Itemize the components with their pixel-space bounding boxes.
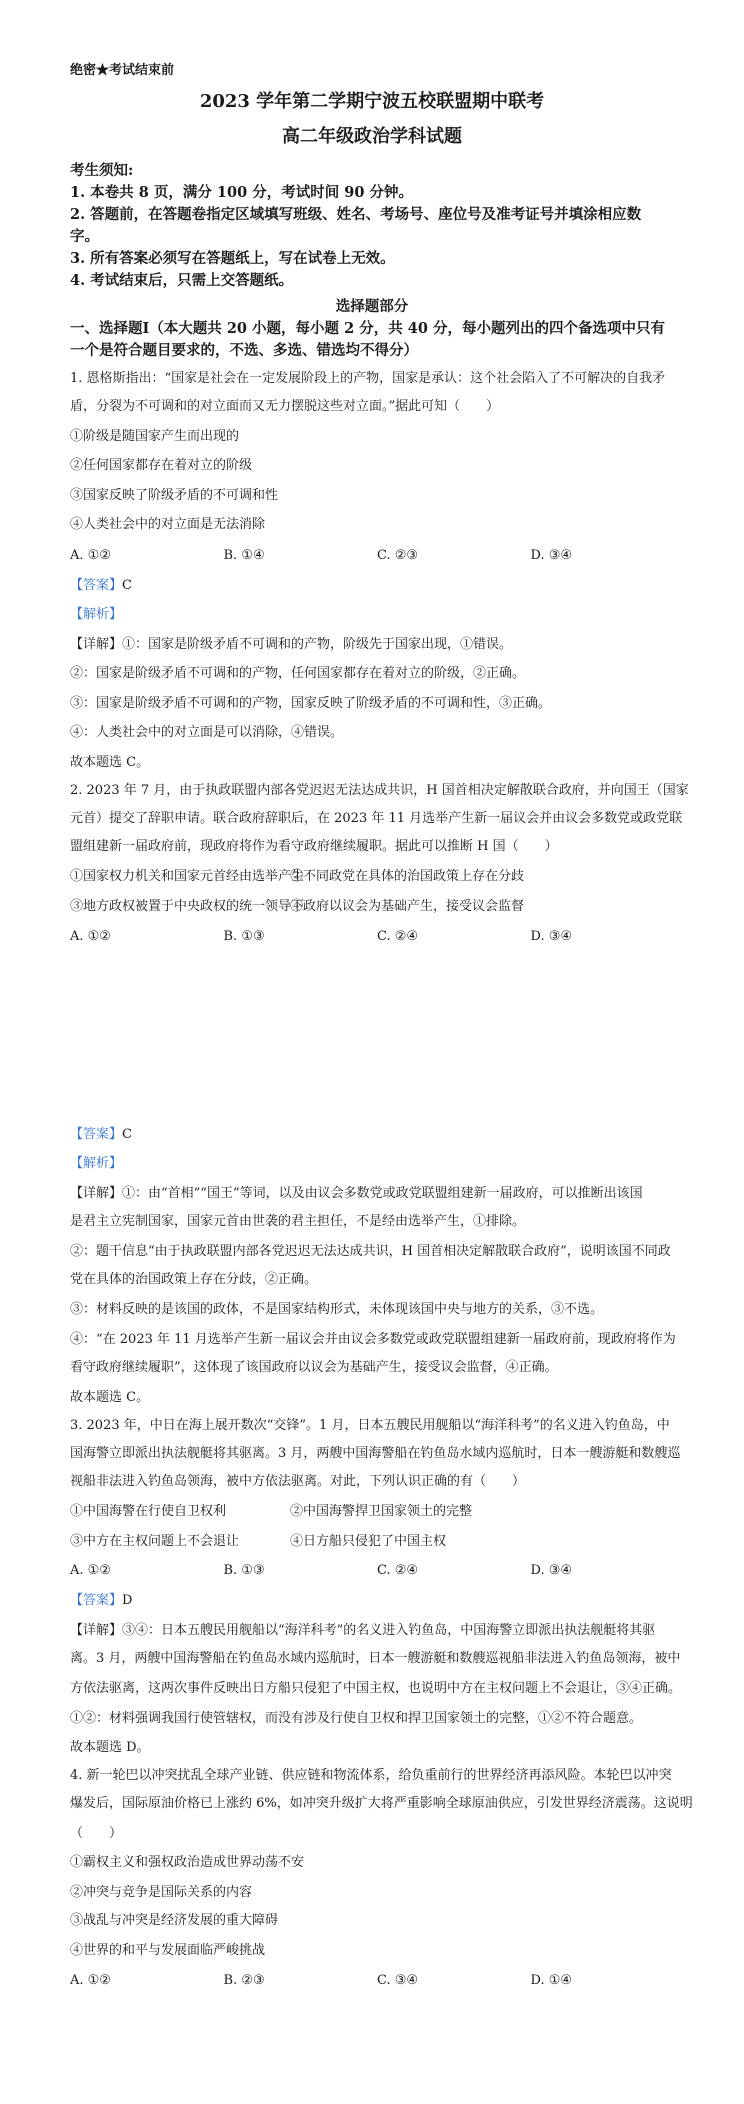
detail-line: 离。3 月，两艘中国海警船在钓鱼岛水域内巡航时，日本一艘游艇和数艘巡视船非法进入钓鱼岛领海，被中	[70, 1651, 681, 1666]
answer-line	[70, 1126, 684, 1144]
notice-item: 2. 答题前，在答题卷指定区域填写班级、姓名、考场号、座位号及准考证号并填涂相应数	[70, 206, 642, 223]
detail-line: 方依法驱离，这两次事件反映出日方船只侵犯了中国主权，也说明中方在主权问题上不会退让，③④正确。	[70, 1681, 682, 1696]
question-stem: 4. 新一轮巴以冲突扰乱全球产业链、供应链和物流体系，给负重前行的世界经济再添风险。本轮巴以冲突	[70, 1768, 672, 1783]
statement-item: ②任何国家都存在着对立的阶级	[70, 458, 253, 473]
detail-line: ②：国家是阶级矛盾不可调和的产物，任何国家都存在着对立的阶级，②正确。	[70, 666, 526, 681]
statement-item: ②冲突与竞争是国际关系的内容	[70, 1885, 253, 1900]
option-a: A. ①②	[70, 548, 111, 563]
detail-line: ④：“在 2023 年 11 月选举产生新一届议会并由议会多数党或政党联盟组建新一届政府前，现政府将作为	[70, 1332, 676, 1347]
exam-subtitle: 高二年级政治学科试题	[282, 126, 462, 147]
answer-line	[70, 1592, 684, 1610]
section-instruction: 一个是符合题目要求的，不选、多选、错选均不得分）	[70, 342, 418, 359]
option-d: D. ③④	[530, 548, 573, 563]
option-a: A. ①②	[70, 1973, 111, 1988]
answer-options	[70, 1972, 684, 1990]
statement-item: ②中国海警捍卫国家领土的完整	[290, 1504, 473, 1519]
detail-line: 故本题选 D。	[70, 1740, 150, 1755]
statement-item: ④政府以议会为基础产生，接受议会监督	[290, 899, 525, 914]
answer-value: C	[122, 578, 132, 593]
option-c: C. ②③	[377, 548, 419, 563]
option-b: B. ①③	[223, 929, 265, 944]
secret-label: 绝密★考试结束前	[70, 63, 175, 78]
statement-item: ①中国海警在行使自卫权利	[70, 1504, 227, 1519]
answer-value: C	[122, 1127, 132, 1142]
notice-item: 字。	[70, 228, 99, 245]
answer-tag: 【答案】	[70, 578, 123, 593]
detail-line: 故本题选 C。	[70, 1390, 150, 1405]
analysis-tag: 【解析】	[70, 1156, 123, 1171]
statement-row	[70, 1503, 684, 1521]
detail-line: ①②：材料强调我国行使管辖权，而没有涉及行使自卫权和捍卫国家领土的完整，①②不符合题意。	[70, 1711, 643, 1726]
detail-line: ④：人类社会中的对立面是可以消除，④错误。	[70, 725, 344, 740]
option-d: D. ①④	[530, 1973, 573, 1988]
option-c: C. ③④	[377, 1973, 419, 1988]
answer-options	[70, 1562, 684, 1580]
option-d: D. ③④	[530, 929, 573, 944]
answer-options	[70, 928, 684, 946]
statement-item: ①国家权力机关和国家元首经由选举产生	[70, 869, 305, 884]
notice-item: 1. 本卷共 8 页，满分 100 分，考试时间 90 分钟。	[70, 184, 414, 201]
option-c: C. ②④	[377, 929, 419, 944]
option-d: D. ③④	[530, 1563, 573, 1578]
statement-item: ④日方船只侵犯了中国主权	[290, 1534, 447, 1549]
detail-line: ②：题干信息“由于执政联盟内部各党迟迟无法达成共识，H 国首相决定解散联合政府”，说明该国不同政	[70, 1244, 671, 1259]
statement-item: ③国家反映了阶级矛盾的不可调和性	[70, 488, 279, 503]
statement-item: ④世界的和平与发展面临严峻挑战	[70, 1943, 266, 1958]
statement-item: ③战乱与冲突是经济发展的重大障碍	[70, 1913, 279, 1928]
detail-line: 故本题选 C。	[70, 755, 150, 770]
option-b: B. ①④	[223, 548, 265, 563]
detail-line: 【详解】①：由“首相”“国王”等词，以及由议会多数党或政党联盟组建新一届政府，可以推断出该国	[70, 1186, 643, 1201]
question-stem: 盟组建新一届政府前，现政府将作为看守政府继续履职。据此可以推断 H 国（ ）	[70, 839, 558, 854]
detail-line: 【详解】①：国家是阶级矛盾不可调和的产物，阶级先于国家出现，①错误。	[70, 637, 513, 652]
detail-line: 党在具体的治国政策上存在分歧，②正确。	[70, 1272, 318, 1287]
question-stem: （ ）	[70, 1826, 123, 1841]
question-stem: 视船非法进入钓鱼岛领海，被中方依法驱离。对此，下列认识正确的有（ ）	[70, 1474, 526, 1489]
answer-tag: 【答案】	[70, 1593, 123, 1608]
statement-item: ③地方政权被置于中央政权的统一领导下	[70, 899, 305, 914]
detail-line: 【详解】③④：日本五艘民用舰船以“海洋科考”的名义进入钓鱼岛，中国海警立即派出执法舰艇将其驱	[70, 1623, 656, 1638]
statement-item: ③中方在主权问题上不会退让	[70, 1534, 240, 1549]
statement-row	[70, 868, 684, 886]
option-b: B. ①③	[223, 1563, 265, 1578]
notice-item: 4. 考试结束后，只需上交答题纸。	[70, 272, 294, 289]
section-title: 选择题部分	[335, 298, 409, 315]
option-a: A. ①②	[70, 1563, 111, 1578]
statement-item: ②不同政党在具体的治国政策上存在分歧	[290, 869, 525, 884]
detail-line: 是君主立宪制国家，国家元首由世袭的君主担任，不是经由选举产生，①排除。	[70, 1214, 526, 1229]
detail-line: 看守政府继续履职”，这体现了该国政府以议会为基础产生，接受议会监督，④正确。	[70, 1360, 558, 1375]
option-a: A. ①②	[70, 929, 111, 944]
detail-line: ③：材料反映的是该国的政体，不是国家结构形式，未体现该国中央与地方的关系，③不选。	[70, 1302, 604, 1317]
statement-item: ①霸权主义和强权政治造成世界动荡不安	[70, 1855, 305, 1870]
notice-item: 3. 所有答案必须写在答题纸上，写在试卷上无效。	[70, 250, 395, 267]
analysis-tag: 【解析】	[70, 607, 123, 622]
question-stem: 国海警立即派出执法舰艇将其驱离。3 月，两艘中国海警船在钓鱼岛水域内巡航时，日本一艘游艇和数艘巡	[70, 1446, 681, 1461]
question-stem: 元首）提交了辞职申请。联合政府辞职后，在 2023 年 11 月选举产生新一届议会并由议会多数党或政党联	[70, 811, 683, 826]
answer-value: D	[122, 1593, 133, 1608]
answer-line	[70, 577, 684, 595]
statement-item: ①阶级是随国家产生而出现的	[70, 429, 240, 444]
option-b: B. ②③	[223, 1973, 265, 1988]
statement-row	[70, 898, 684, 916]
exam-title: 2023 学年第二学期宁波五校联盟期中联考	[199, 91, 545, 112]
question-stem: 爆发后，国际原油价格已上涨约 6%，如冲突升级扩大将严重影响全球原油供应，引发世界经济震荡。这说明	[70, 1796, 693, 1811]
section-instruction: 一、选择题Ⅰ（本大题共 20 小题，每小题 2 分，共 40 分，每小题列出的四个备选项中只有	[70, 320, 666, 337]
answer-tag: 【答案】	[70, 1127, 123, 1142]
question-stem: 3. 2023 年，中日在海上展开数次“交锋”。1 月，日本五艘民用舰船以“海洋科考”的名义进入钓鱼岛，中	[70, 1418, 670, 1433]
statement-item: ④人类社会中的对立面是无法消除	[70, 517, 266, 532]
question-stem: 2. 2023 年 7 月，由于执政联盟内部各党迟迟无法达成共识，H 国首相决定解散联合政府，并向国王（国家	[70, 783, 689, 798]
notice-heading: 考生须知:	[70, 162, 134, 179]
question-stem: 盾，分裂为不可调和的对立面而又无力摆脱这些对立面。”据此可知（ ）	[70, 399, 500, 414]
answer-options	[70, 547, 684, 565]
detail-line: ③：国家是阶级矛盾不可调和的产物，国家反映了阶级矛盾的不可调和性，③正确。	[70, 696, 552, 711]
question-stem: 1. 恩格斯指出：“国家是社会在一定发展阶段上的产物，国家是承认：这个社会陷入了不可解决的自我矛	[70, 371, 666, 386]
statement-row	[70, 1533, 684, 1551]
option-c: C. ②④	[377, 1563, 419, 1578]
